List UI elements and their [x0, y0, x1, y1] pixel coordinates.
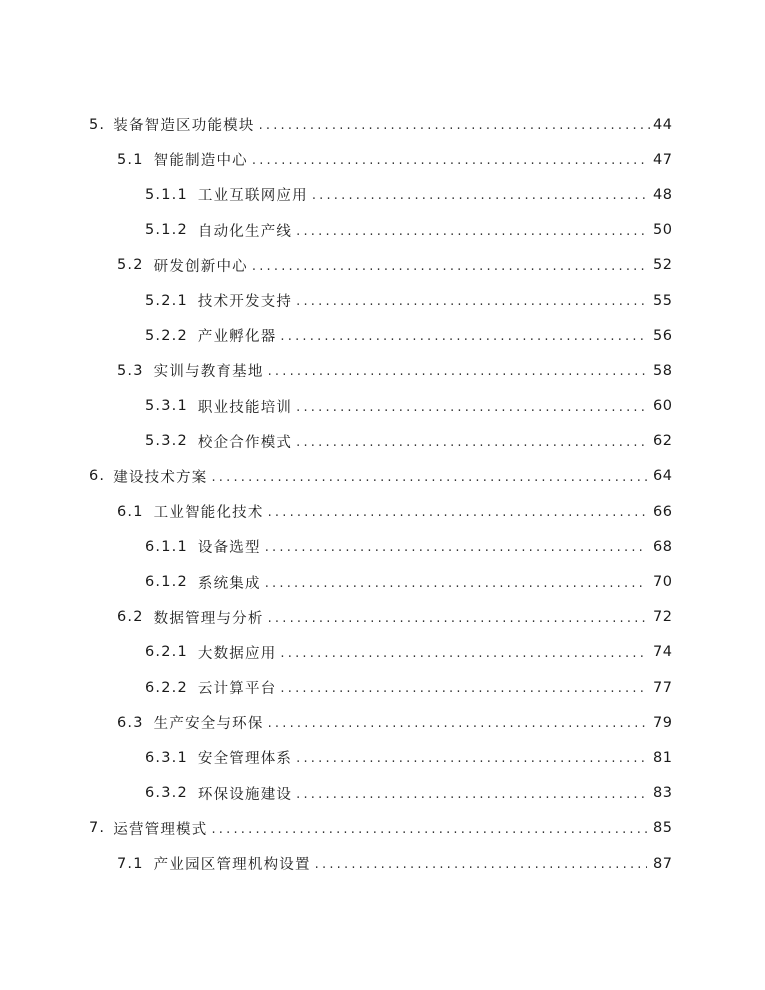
toc-entry-page: 58 [653, 362, 673, 379]
toc-dot-leader [315, 857, 647, 872]
toc-entry-number: 6.3.1 [145, 749, 188, 766]
toc-entry-5-2[interactable] [0, 248, 765, 283]
toc-entry-page: 74 [653, 644, 673, 661]
toc-entry-title: 安全管理体系 [197, 751, 293, 768]
toc-dot-leader [296, 400, 647, 415]
toc-dot-leader [268, 364, 647, 379]
toc-entry-title: 校企合作模式 [197, 434, 293, 451]
toc-dot-leader [280, 329, 647, 344]
toc-entry-page: 64 [653, 468, 673, 485]
toc-entry-title: 工业互联网应用 [197, 188, 308, 205]
toc-dot-leader [265, 576, 647, 591]
toc-entry-title: 云计算平台 [197, 681, 277, 698]
toc-entry-title: 自动化生产线 [197, 223, 293, 240]
toc-entry-5[interactable] [0, 107, 765, 142]
toc-entry-number: 5.1.1 [145, 186, 188, 203]
toc-entry-title: 生产安全与环保 [153, 716, 264, 733]
toc-entry-page: 47 [653, 151, 673, 168]
toc-entry-number: 5. [89, 116, 106, 133]
toc-entry-5-1[interactable] [0, 142, 765, 177]
toc-entry-number: 5.3.2 [145, 433, 188, 450]
toc-entry-6-2-1[interactable] [0, 635, 765, 670]
toc-dot-leader [280, 646, 647, 661]
table-of-contents [0, 107, 765, 881]
toc-entry-title: 智能制造中心 [153, 153, 248, 170]
toc-entry-6-2[interactable] [0, 600, 765, 635]
toc-entry-title: 系统集成 [197, 575, 261, 592]
toc-dot-leader [296, 435, 647, 450]
toc-entry-5-3-2[interactable] [0, 424, 765, 459]
toc-entry-title: 产业园区管理机构设置 [153, 857, 311, 874]
toc-entry-title: 实训与教育基地 [153, 364, 264, 381]
toc-entry-page: 50 [653, 222, 673, 239]
toc-entry-title: 职业技能培训 [197, 399, 293, 416]
toc-entry-number: 6.3 [117, 714, 144, 731]
toc-entry-title: 产业孵化器 [197, 329, 277, 346]
toc-dot-leader [265, 540, 647, 555]
toc-entry-number: 6.2.2 [145, 679, 188, 696]
toc-entry-5-2-2[interactable] [0, 318, 765, 353]
toc-dot-leader [280, 681, 647, 696]
toc-dot-leader [252, 153, 647, 168]
toc-entry-page: 70 [653, 574, 673, 591]
toc-dot-leader [211, 822, 651, 837]
toc-dot-leader [296, 751, 647, 766]
toc-entry-title: 设备选型 [197, 540, 261, 557]
toc-entry-page: 83 [653, 785, 673, 802]
toc-entry-number: 5.1 [117, 151, 144, 168]
toc-entry-page: 44 [653, 116, 673, 133]
toc-entry-page: 85 [653, 820, 673, 837]
toc-entry-number: 6.3.2 [145, 785, 188, 802]
toc-entry-6[interactable] [0, 459, 765, 494]
toc-entry-number: 6.2 [117, 609, 144, 626]
toc-entry-5-1-1[interactable] [0, 177, 765, 212]
toc-entry-page: 68 [653, 538, 673, 555]
toc-dot-leader [268, 716, 647, 731]
toc-entry-page: 60 [653, 398, 673, 415]
toc-entry-5-3-1[interactable] [0, 389, 765, 424]
toc-entry-title: 运营管理模式 [113, 821, 208, 838]
toc-entry-5-3[interactable] [0, 353, 765, 388]
toc-entry-page: 52 [653, 257, 673, 274]
toc-entry-number: 7.1 [117, 855, 144, 872]
toc-dot-leader [268, 505, 647, 520]
toc-dot-leader [211, 470, 651, 485]
toc-entry-7[interactable] [0, 811, 765, 846]
toc-entry-title: 建设技术方案 [113, 469, 208, 486]
toc-entry-number: 5.2.2 [145, 327, 188, 344]
toc-dot-leader [312, 188, 647, 203]
toc-dot-leader [296, 224, 647, 239]
toc-entry-number: 5.1.2 [145, 222, 188, 239]
toc-entry-5-1-2[interactable] [0, 213, 765, 248]
toc-entry-6-1[interactable] [0, 494, 765, 529]
toc-entry-page: 72 [653, 609, 673, 626]
toc-entry-number: 6.1 [117, 503, 144, 520]
toc-dot-leader [268, 611, 647, 626]
toc-entry-6-3-1[interactable] [0, 740, 765, 775]
toc-entry-number: 5.2.1 [145, 292, 188, 309]
toc-entry-number: 5.3.1 [145, 398, 188, 415]
toc-entry-7-1[interactable] [0, 846, 765, 881]
toc-entry-number: 6. [89, 468, 106, 485]
toc-entry-title: 大数据应用 [197, 645, 277, 662]
toc-dot-leader [296, 787, 647, 802]
toc-entry-6-3[interactable] [0, 705, 765, 740]
toc-entry-page: 87 [653, 855, 673, 872]
toc-entry-title: 工业智能化技术 [153, 505, 264, 522]
toc-entry-number: 6.1.1 [145, 538, 188, 555]
toc-entry-6-1-2[interactable] [0, 564, 765, 599]
toc-entry-title: 技术开发支持 [197, 294, 293, 311]
toc-entry-number: 5.2 [117, 257, 144, 274]
toc-entry-6-3-2[interactable] [0, 776, 765, 811]
toc-entry-page: 62 [653, 433, 673, 450]
toc-entry-title: 数据管理与分析 [153, 610, 264, 627]
toc-entry-page: 66 [653, 503, 673, 520]
toc-entry-number: 5.3 [117, 362, 144, 379]
toc-entry-title: 装备智造区功能模块 [113, 118, 255, 135]
toc-entry-5-2-1[interactable] [0, 283, 765, 318]
toc-entry-number: 6.1.2 [145, 574, 188, 591]
toc-entry-title: 环保设施建设 [197, 786, 293, 803]
toc-entry-title: 研发创新中心 [153, 258, 248, 275]
toc-entry-6-2-2[interactable] [0, 670, 765, 705]
toc-dot-leader [252, 259, 647, 274]
toc-entry-number: 6.2.1 [145, 644, 188, 661]
toc-dot-leader [259, 118, 651, 133]
toc-entry-page: 79 [653, 714, 673, 731]
toc-entry-6-1-1[interactable] [0, 529, 765, 564]
toc-dot-leader [296, 294, 647, 309]
toc-entry-page: 55 [653, 292, 673, 309]
toc-entry-page: 56 [653, 327, 673, 344]
toc-entry-page: 77 [653, 679, 673, 696]
toc-entry-page: 81 [653, 749, 673, 766]
toc-entry-number: 7. [89, 820, 106, 837]
toc-entry-page: 48 [653, 186, 673, 203]
